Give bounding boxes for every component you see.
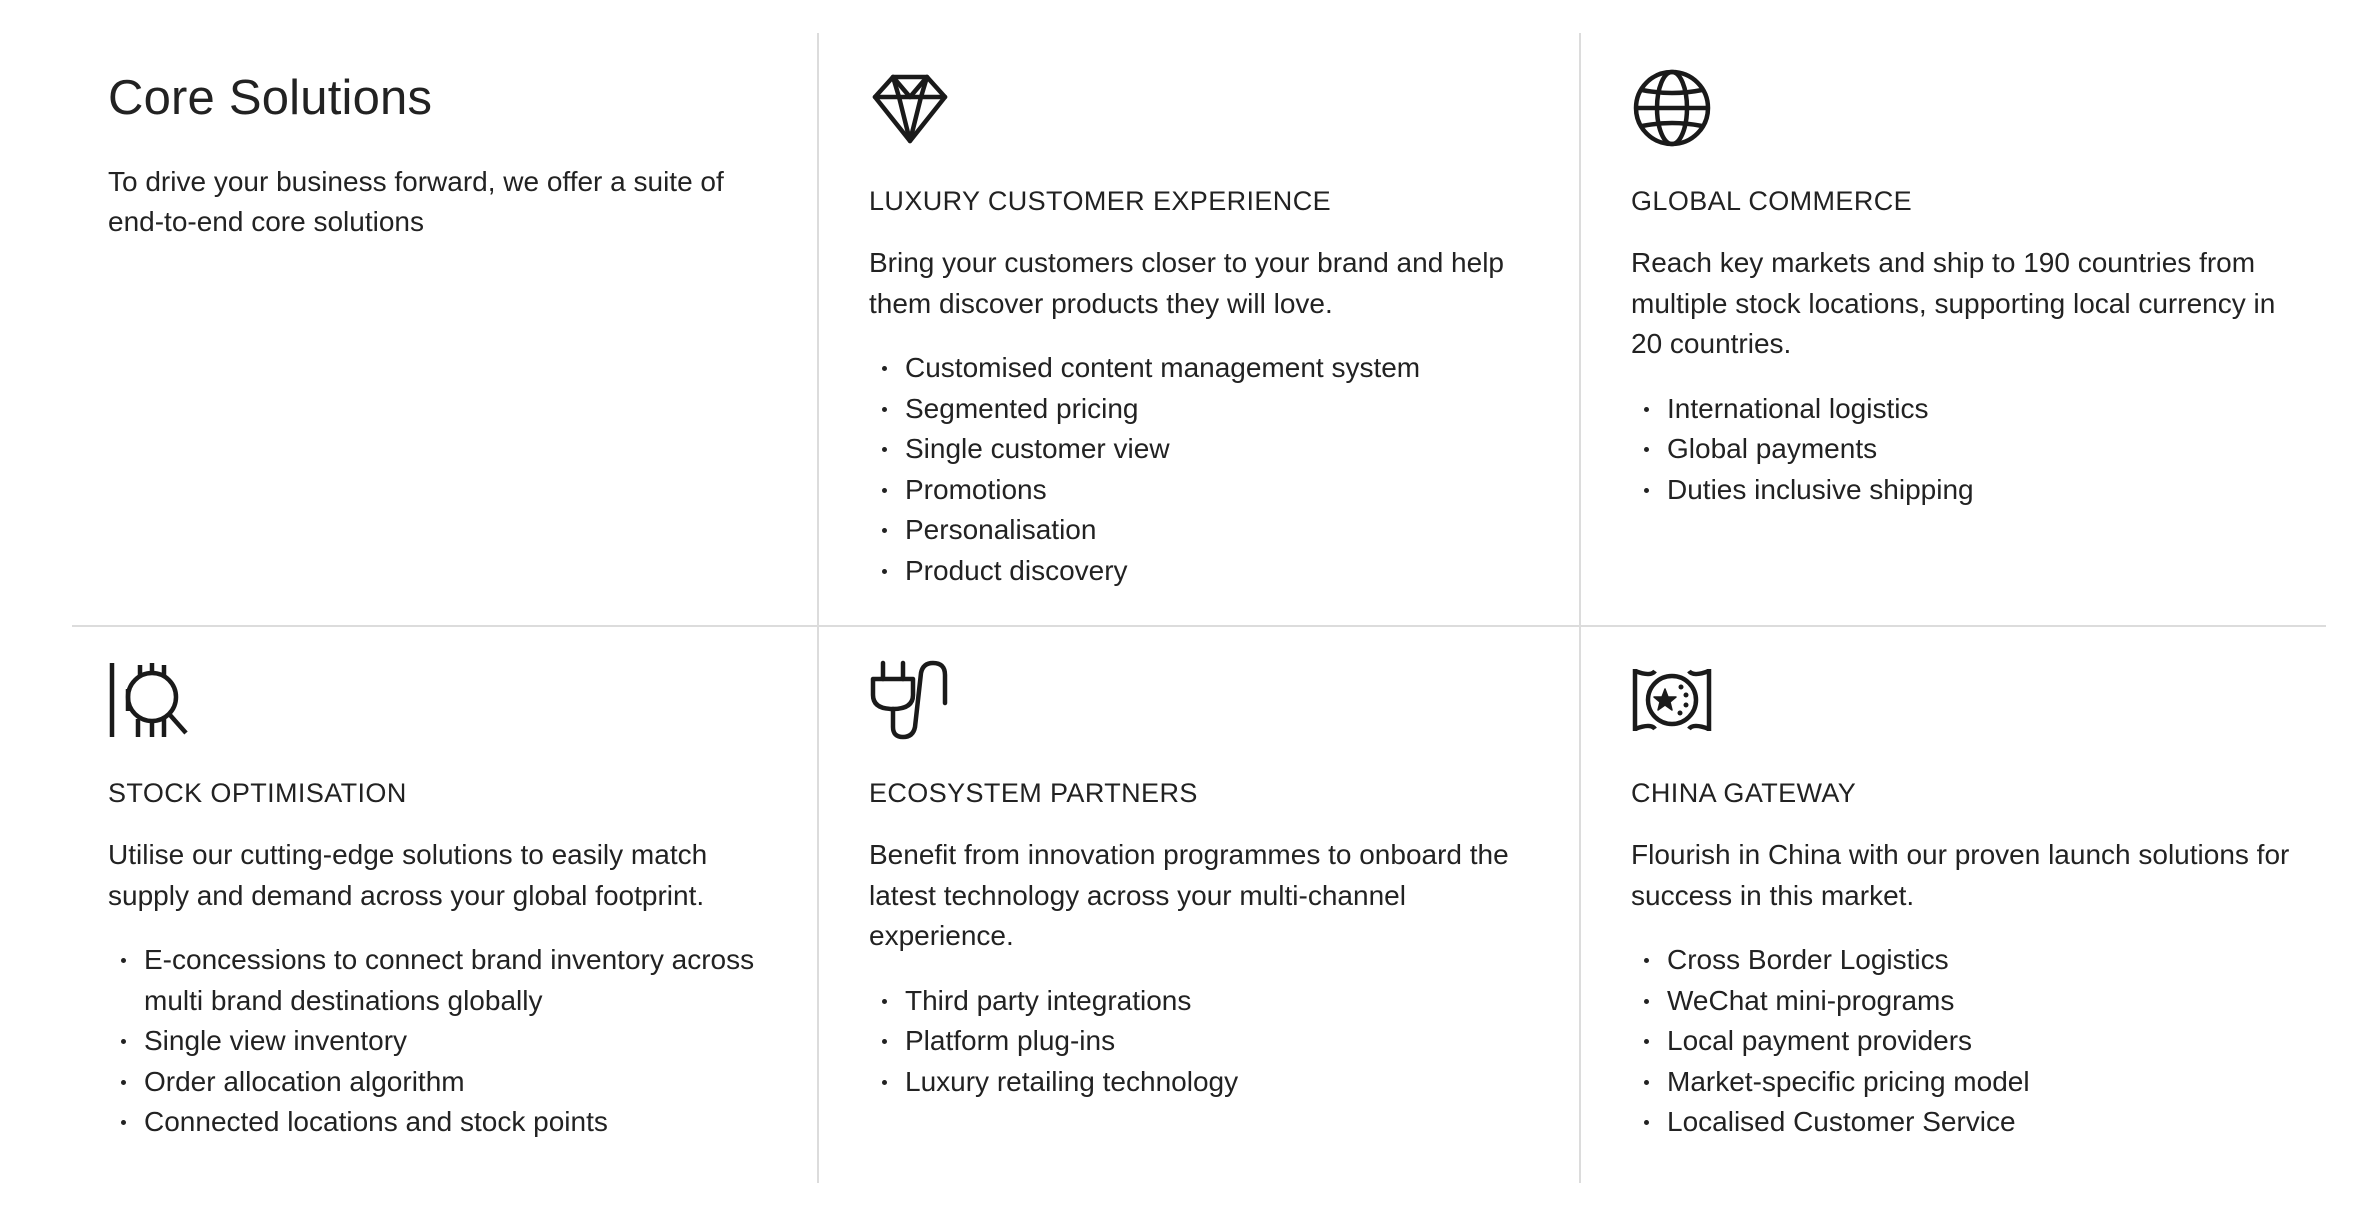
list-item: Duties inclusive shipping xyxy=(1631,470,2291,511)
list-item: WeChat mini-programs xyxy=(1631,981,2311,1022)
row-divider xyxy=(72,625,2326,627)
list-item: Personalisation xyxy=(869,510,1529,551)
intro-text: To drive your business forward, we offer a suite of end-to-end core solutions xyxy=(108,165,724,237)
list-item: International logistics xyxy=(1631,389,2291,430)
card-luxury-customer-experience xyxy=(869,67,1529,591)
china-flag-icon xyxy=(1631,659,1713,741)
card-title: GLOBAL COMMERCE xyxy=(1631,186,1913,216)
card-title: CHINA GATEWAY xyxy=(1631,778,1857,808)
feature-list xyxy=(108,940,768,1143)
page-title: Core Solutions xyxy=(108,71,433,125)
column-divider-1 xyxy=(817,33,819,1183)
list-item: Platform plug-ins xyxy=(869,1021,1529,1062)
feature-list xyxy=(869,348,1529,591)
list-item: Order allocation algorithm xyxy=(108,1062,768,1103)
globe-icon xyxy=(1631,67,1713,149)
card-description: Benefit from innovation programmes to onboard the latest technology across your multi-channel experience. xyxy=(869,839,1509,951)
list-item: Single customer view xyxy=(869,429,1529,470)
card-title: ECOSYSTEM PARTNERS xyxy=(869,778,1198,808)
card-description: Flourish in China with our proven launch solutions for success in this market. xyxy=(1631,839,2290,911)
feature-list xyxy=(869,981,1529,1103)
list-item: Single view inventory xyxy=(108,1021,768,1062)
card-description: Utilise our cutting-edge solutions to easily match supply and demand across your global footprint. xyxy=(108,839,708,911)
card-title: STOCK OPTIMISATION xyxy=(108,778,407,808)
card-title: LUXURY CUSTOMER EXPERIENCE xyxy=(869,186,1332,216)
diamond-icon xyxy=(869,67,951,149)
list-item: Cross Border Logistics xyxy=(1631,940,2311,981)
list-item: Product discovery xyxy=(869,551,1529,592)
list-item: Promotions xyxy=(869,470,1529,511)
card-china-gateway xyxy=(1631,659,2311,1143)
intro-cell xyxy=(108,69,758,242)
list-item: Local payment providers xyxy=(1631,1021,2311,1062)
card-description: Bring your customers closer to your brand and help them discover products they will love. xyxy=(869,247,1504,319)
stock-gear-icon xyxy=(108,659,190,741)
feature-list xyxy=(1631,389,2291,511)
list-item: Localised Customer Service xyxy=(1631,1102,2311,1143)
plug-icon xyxy=(869,659,951,741)
list-item: Luxury retailing technology xyxy=(869,1062,1529,1103)
list-item: Segmented pricing xyxy=(869,389,1529,430)
card-ecosystem-partners xyxy=(869,659,1529,1102)
list-item: Global payments xyxy=(1631,429,2291,470)
solutions-grid xyxy=(72,33,2326,1183)
card-global-commerce xyxy=(1631,67,2291,510)
feature-list xyxy=(1631,940,2311,1143)
list-item: Customised content management system xyxy=(869,348,1529,389)
card-stock-optimisation xyxy=(108,659,768,1143)
list-item: E-concessions to connect brand inventory across multi brand destinations globally xyxy=(108,940,768,1021)
list-item: Market-specific pricing model xyxy=(1631,1062,2311,1103)
column-divider-2 xyxy=(1579,33,1581,1183)
list-item: Third party integrations xyxy=(869,981,1529,1022)
list-item: Connected locations and stock points xyxy=(108,1102,768,1143)
card-description: Reach key markets and ship to 190 countries from multiple stock locations, supporting local currency in 20 countries. xyxy=(1631,247,2276,359)
